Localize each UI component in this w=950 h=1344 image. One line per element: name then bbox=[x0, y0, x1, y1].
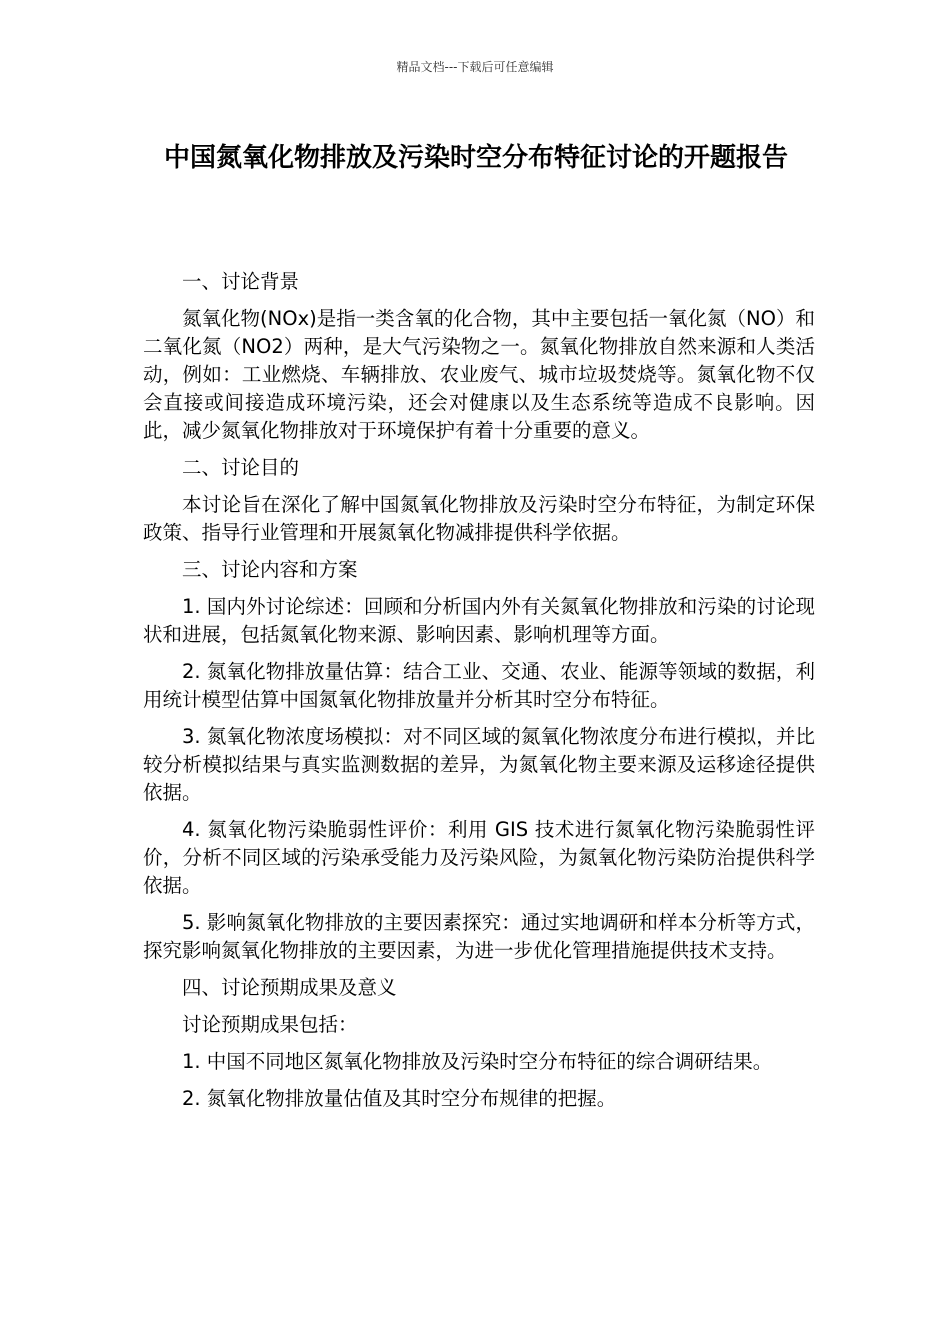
section-heading-purpose: 二、讨论目的 bbox=[182, 456, 300, 479]
plan-item-4: 4. 氮氧化物污染脆弱性评价：利用 GIS 技术进行氮氧化物污染脆弱性评价，分析不同区域的污染承受能力及污染风险，为氮氧化物污染防治提供科学依据。 bbox=[143, 818, 815, 897]
expected-results-intro: 讨论预期成果包括： bbox=[182, 1013, 358, 1036]
expected-result-item-2: 2. 氮氧化物排放量估值及其时空分布规律的把握。 bbox=[182, 1087, 617, 1110]
background-paragraph: 氮氧化物(NOx)是指一类含氧的化合物，其中主要包括一氧化氮（NO）和二氧化氮（NO2）两种，是大气污染物之一。氮氧化物排放自然来源和人类活动，例如：工业燃烧、车辆排放、农业废气、城市垃圾焚烧等。氮氧化物不仅会直接或间接造成环境污染，还会对健康以及生态系统等造成不良影响。因此，减少氮氧化物排放对于环境保护有着十分重要的意义。 bbox=[143, 307, 815, 442]
plan-item-2: 2. 氮氧化物排放量估算：结合工业、交通、农业、能源等领域的数据，利用统计模型估算中国氮氧化物排放量并分析其时空分布特征。 bbox=[143, 660, 815, 711]
document-body bbox=[143, 268, 815, 1122]
page-title: 中国氮氧化物排放及污染时空分布特征讨论的开题报告 bbox=[163, 143, 788, 173]
plan-item-5: 5. 影响氮氧化物排放的主要因素探究：通过实地调研和样本分析等方式，探究影响氮氧化物排放的主要因素，为进一步优化管理措施提供技术支持。 bbox=[143, 911, 815, 962]
page-header-note: 精品文档---下载后可任意编辑 bbox=[396, 60, 554, 74]
purpose-paragraph: 本讨论旨在深化了解中国氮氧化物排放及污染时空分布特征，为制定环保政策、指导行业管理和开展氮氧化物减排提供科学依据。 bbox=[143, 493, 815, 544]
plan-item-1: 1. 国内外讨论综述：回顾和分析国内外有关氮氧化物排放和污染的讨论现状和进展，包括氮氧化物来源、影响因素、影响机理等方面。 bbox=[143, 595, 815, 646]
plan-item-3: 3. 氮氧化物浓度场模拟：对不同区域的氮氧化物浓度分布进行模拟，并比较分析模拟结果与真实监测数据的差异，为氮氧化物主要来源及运移途径提供依据。 bbox=[143, 725, 815, 804]
expected-result-item-1: 1. 中国不同地区氮氧化物排放及污染时空分布特征的综合调研结果。 bbox=[182, 1050, 773, 1073]
section-heading-background: 一、讨论背景 bbox=[182, 270, 300, 293]
section-heading-expected-results: 四、讨论预期成果及意义 bbox=[182, 976, 397, 999]
section-heading-content-plan: 三、讨论内容和方案 bbox=[182, 558, 358, 581]
